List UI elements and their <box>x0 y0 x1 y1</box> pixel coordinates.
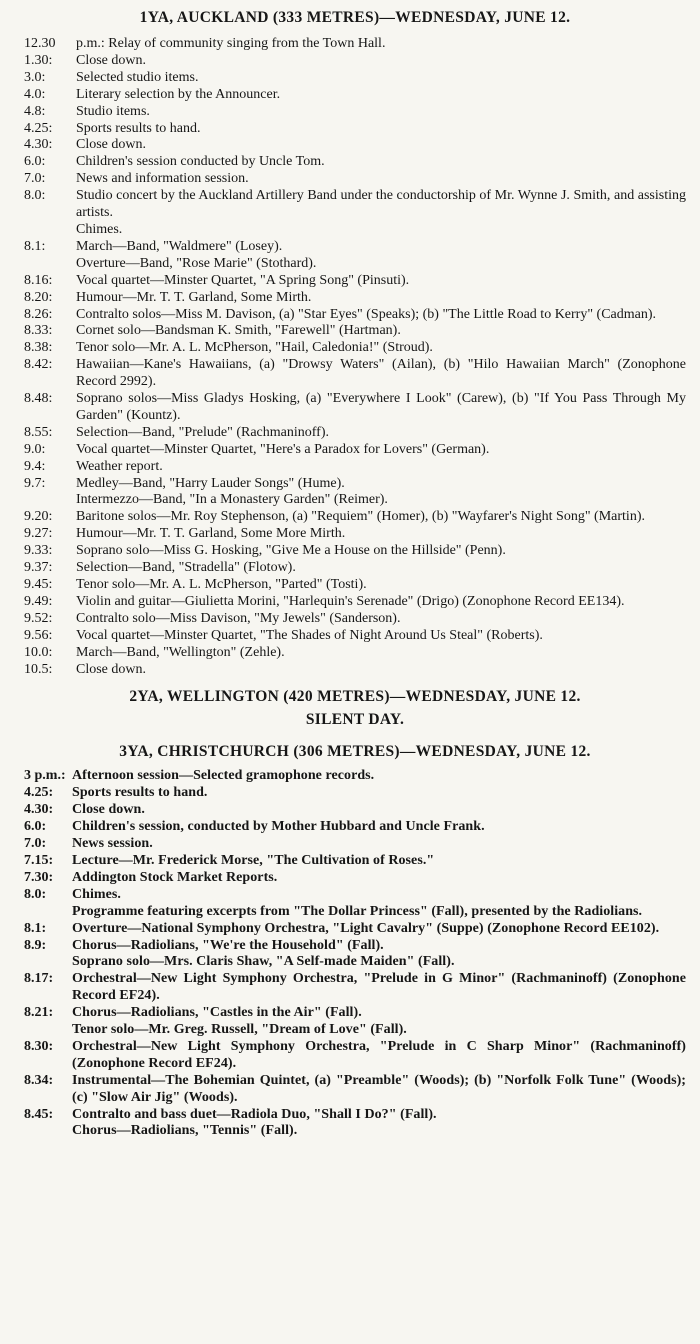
entry-text: Orchestral—New Light Symphony Orchestra, "Prelude in C Sharp Minor" (Rachmaninoff) (Zonophone Record EF24). <box>72 1038 686 1071</box>
entry-text: Humour—Mr. T. T. Garland, Some Mirth. <box>76 289 312 305</box>
programme-entry <box>24 222 686 239</box>
entry-text: Programme featuring excerpts from "The Dollar Princess" (Fall), presented by the Radiolians. <box>72 903 643 919</box>
entry-time: 8.48: <box>24 391 53 407</box>
programme-entry <box>24 870 686 887</box>
entry-text: Close down. <box>76 52 146 68</box>
entry-time: 7.0: <box>24 171 46 187</box>
programme-entry <box>24 53 686 70</box>
entry-time: 9.49: <box>24 593 53 609</box>
programme-entry <box>24 121 686 138</box>
programme-list <box>24 768 686 1140</box>
programme-entry <box>24 509 686 526</box>
programme-entry <box>24 802 686 819</box>
entry-time: 3 p.m.: <box>24 768 66 784</box>
entry-text: March—Band, "Waldmere" (Losey). <box>76 238 283 254</box>
programme-entry <box>24 188 686 222</box>
entry-text: Vocal quartet—Minster Quartet, "Here's a Paradox for Lovers" (German). <box>76 441 490 457</box>
entry-time: 8.17: <box>24 971 54 987</box>
entry-time: 10.5: <box>24 661 53 677</box>
entry-text: Contralto solos—Miss M. Davison, (a) "Star Eyes" (Speaks); (b) "The Little Road to Kerry" (Cadman). <box>76 306 657 322</box>
entry-text: March—Band, "Wellington" (Zehle). <box>76 644 285 660</box>
entry-time: 8.34: <box>24 1072 54 1088</box>
entry-text: Overture—National Symphony Orchestra, "Light Cavalry" (Suppe) (Zonophone Record EE102). <box>72 920 660 936</box>
programme-entry <box>24 425 686 442</box>
entry-text: News session. <box>72 836 153 852</box>
entry-time: 9.20: <box>24 509 53 525</box>
programme-entry <box>24 971 686 1005</box>
programme-entry <box>24 104 686 121</box>
entry-time: 4.0: <box>24 86 46 102</box>
entry-text: Children's session conducted by Uncle Tom. <box>76 154 325 170</box>
programme-entry <box>24 171 686 188</box>
entry-time: 4.30: <box>24 802 54 818</box>
entry-text: Overture—Band, "Rose Marie" (Stothard). <box>76 255 317 271</box>
entry-time: 9.7: <box>24 475 46 491</box>
entry-time: 8.55: <box>24 424 53 440</box>
entry-text: Soprano solo—Miss G. Hosking, "Give Me a House on the Hillside" (Penn). <box>76 543 506 559</box>
programme-entry <box>24 492 686 509</box>
entry-time: 8.20: <box>24 289 53 305</box>
entry-time: 1.30: <box>24 52 53 68</box>
entry-time: 9.37: <box>24 560 53 576</box>
entry-text: Tenor solo—Mr. A. L. McPherson, "Hail, Caledonia!" (Stroud). <box>76 340 433 356</box>
programme-entry <box>24 1107 686 1124</box>
programme-entry <box>24 273 686 290</box>
section-3ya-christchurch <box>24 742 686 1140</box>
programme-entry <box>24 785 686 802</box>
programme-entry <box>24 611 686 628</box>
programme-entry <box>24 87 686 104</box>
entry-time: 7.0: <box>24 836 47 852</box>
programme-entry <box>24 662 686 679</box>
entry-time: 8.9: <box>24 937 47 953</box>
entry-text: Studio concert by the Auckland Artillery Band under the conductorship of Mr. Wynne J. Smith, and assisting artists. <box>76 188 686 221</box>
entry-text: Weather report. <box>76 458 163 474</box>
entry-text: Vocal quartet—Minster Quartet, "The Shades of Night Around Us Steal" (Roberts). <box>76 627 543 643</box>
programme-entry <box>24 307 686 324</box>
entry-time: 8.1: <box>24 238 46 254</box>
entry-text: Vocal quartet—Minster Quartet, "A Spring Song" (Pinsuti). <box>76 272 410 288</box>
entry-time: 9.52: <box>24 610 53 626</box>
entry-text: Close down. <box>72 802 145 818</box>
entry-text: Close down. <box>76 137 146 153</box>
station-heading: 3YA, CHRISTCHURCH (306 METRES)—WEDNESDAY, JUNE 12. <box>119 743 591 761</box>
entry-time: 8.16: <box>24 272 53 288</box>
silent-day-label: SILENT DAY. <box>305 711 405 729</box>
entry-text: Orchestral—New Light Symphony Orchestra, "Prelude in G Minor" (Rachmaninoff) (Zonophone Record EF24). <box>72 971 686 1004</box>
programme-entry <box>24 154 686 171</box>
programme-entry <box>24 290 686 307</box>
programme-entry <box>24 853 686 870</box>
programme-entry <box>24 137 686 154</box>
section-1ya-auckland <box>24 8 686 678</box>
entry-time: 8.42: <box>24 357 53 373</box>
programme-entry <box>24 887 686 904</box>
programme-entry <box>24 577 686 594</box>
programme-entry <box>24 526 686 543</box>
programme-entry <box>24 340 686 357</box>
programme-entry <box>24 594 686 611</box>
programme-entry <box>24 768 686 785</box>
programme-entry <box>24 954 686 971</box>
programme-entry <box>24 323 686 340</box>
programme-entry <box>24 391 686 425</box>
programme-entry <box>24 1039 686 1073</box>
entry-time: 4.25: <box>24 120 53 136</box>
programme-entry <box>24 904 686 921</box>
entry-text: Humour—Mr. T. T. Garland, Some More Mirth. <box>76 526 346 542</box>
programme-entry <box>24 628 686 645</box>
entry-text: Chorus—Radiolians, "Tennis" (Fall). <box>72 1123 298 1139</box>
entry-time: 9.27: <box>24 526 53 542</box>
entry-text: News and information session. <box>76 171 249 187</box>
entry-text: Selected studio items. <box>76 69 199 85</box>
entry-text: Hawaiian—Kane's Hawaiians, (a) "Drowsy Waters" (Ailan), (b) "Hilo Hawaiian March" (Zonophone Record 2992). <box>76 357 686 390</box>
entry-text: Soprano solos—Miss Gladys Hosking, (a) "Everywhere I Look" (Carew), (b) "If You Pass Through My Garden" (Kountz). <box>76 391 686 423</box>
entry-time: 7.15: <box>24 852 54 868</box>
programme-entry <box>24 442 686 459</box>
entry-time: 8.1: <box>24 920 47 936</box>
entry-text: Cornet solo—Bandsman K. Smith, "Farewell" (Hartman). <box>76 323 401 339</box>
programme-list <box>24 36 686 678</box>
programme-entry <box>24 256 686 273</box>
entry-time: 7.30: <box>24 869 54 885</box>
programme-entry <box>24 1005 686 1022</box>
entry-text: Close down. <box>76 661 146 677</box>
entry-time: 8.21: <box>24 1005 54 1021</box>
entry-text: Sports results to hand. <box>72 785 208 801</box>
programme-entry <box>24 1022 686 1039</box>
entry-time: 8.0: <box>24 886 47 902</box>
entry-text: Addington Stock Market Reports. <box>72 869 278 885</box>
programme-entry <box>24 819 686 836</box>
section-2ya-wellington <box>24 687 686 730</box>
entry-time: 12.30 <box>24 36 56 51</box>
programme-entry <box>24 543 686 560</box>
programme-entry <box>24 36 686 53</box>
entry-time: 4.30: <box>24 137 53 153</box>
entry-text: Studio items. <box>76 103 150 119</box>
entry-text: Baritone solos—Mr. Roy Stephenson, (a) "Requiem" (Homer), (b) "Wayfarer's Night Song" (Martin). <box>76 509 645 525</box>
entry-text: Chimes. <box>76 221 123 237</box>
entry-text: Violin and guitar—Giulietta Morini, "Harlequin's Serenade" (Drigo) (Zonophone Record EE134). <box>76 593 625 609</box>
entry-text: Afternoon session—Selected gramophone records. <box>72 768 375 784</box>
entry-time: 8.38: <box>24 340 53 356</box>
entry-text: Lecture—Mr. Frederick Morse, "The Cultivation of Roses." <box>72 852 435 868</box>
programme-entry <box>24 645 686 662</box>
programme-entry <box>24 70 686 87</box>
entry-text: Tenor solo—Mr. A. L. McPherson, "Parted" (Tosti). <box>76 577 367 592</box>
programme-entry <box>24 357 686 391</box>
entry-time: 8.30: <box>24 1038 54 1054</box>
entry-text: Medley—Band, "Harry Lauder Songs" (Hume). <box>76 475 345 491</box>
entry-text: Intermezzo—Band, "In a Monastery Garden" (Reimer). <box>76 492 388 508</box>
station-heading: 1YA, AUCKLAND (333 METRES)—WEDNESDAY, JUNE 12. <box>139 9 571 26</box>
entry-text: Sports results to hand. <box>76 120 201 136</box>
entry-time: 9.0: <box>24 441 46 457</box>
entry-text: Chorus—Radiolians, "Castles in the Air" (Fall). <box>72 1005 362 1021</box>
entry-time: 8.33: <box>24 323 53 339</box>
programme-entry <box>24 836 686 853</box>
entry-time: 6.0: <box>24 154 46 170</box>
entry-text: Selection—Band, "Prelude" (Rachmaninoff). <box>76 424 329 440</box>
entry-text: Soprano solo—Mrs. Claris Shaw, "A Self-made Maiden" (Fall). <box>72 954 455 970</box>
entry-time: 4.8: <box>24 103 46 119</box>
programme-entry <box>24 560 686 577</box>
programme-entry <box>24 476 686 493</box>
entry-text: Literary selection by the Announcer. <box>76 86 281 102</box>
entry-time: 9.33: <box>24 543 53 559</box>
entry-time: 9.45: <box>24 577 53 592</box>
entry-time: 8.26: <box>24 306 53 322</box>
entry-text: Instrumental—The Bohemian Quintet, (a) "Preamble" (Woods); (b) "Norfolk Folk Tune" (Woods); (c) "Slow Air Jig" (Woods). <box>72 1072 686 1105</box>
programme-entry <box>24 921 686 938</box>
station-heading: 2YA, WELLINGTON (420 METRES)—WEDNESDAY, JUNE 12. <box>129 688 581 706</box>
entry-time: 9.4: <box>24 458 46 474</box>
entry-time: 8.0: <box>24 188 46 204</box>
entry-text: Selection—Band, "Stradella" (Flotow). <box>76 560 296 576</box>
entry-text: Contralto solo—Miss Davison, "My Jewels" (Sanderson). <box>76 610 401 626</box>
entry-text: Children's session, conducted by Mother Hubbard and Uncle Frank. <box>72 819 485 835</box>
entry-text: Chorus—Radiolians, "We're the Household" (Fall). <box>72 937 384 953</box>
programme-entry <box>24 1123 686 1140</box>
entry-time: 4.25: <box>24 785 54 801</box>
programme-entry <box>24 459 686 476</box>
entry-text: Chimes. <box>72 886 121 902</box>
programme-entry <box>24 1073 686 1107</box>
entry-text: Tenor solo—Mr. Greg. Russell, "Dream of Love" (Fall). <box>72 1022 407 1038</box>
entry-time: 9.56: <box>24 627 53 643</box>
entry-time: 6.0: <box>24 819 47 835</box>
entry-text: Contralto and bass duet—Radiola Duo, "Shall I Do?" (Fall). <box>72 1106 437 1122</box>
programme-entry <box>24 239 686 256</box>
entry-time: 3.0: <box>24 69 46 85</box>
entry-text: p.m.: Relay of community singing from the Town Hall. <box>76 36 386 51</box>
programme-entry <box>24 938 686 955</box>
entry-time: 10.0: <box>24 644 53 660</box>
entry-time: 8.45: <box>24 1106 54 1122</box>
